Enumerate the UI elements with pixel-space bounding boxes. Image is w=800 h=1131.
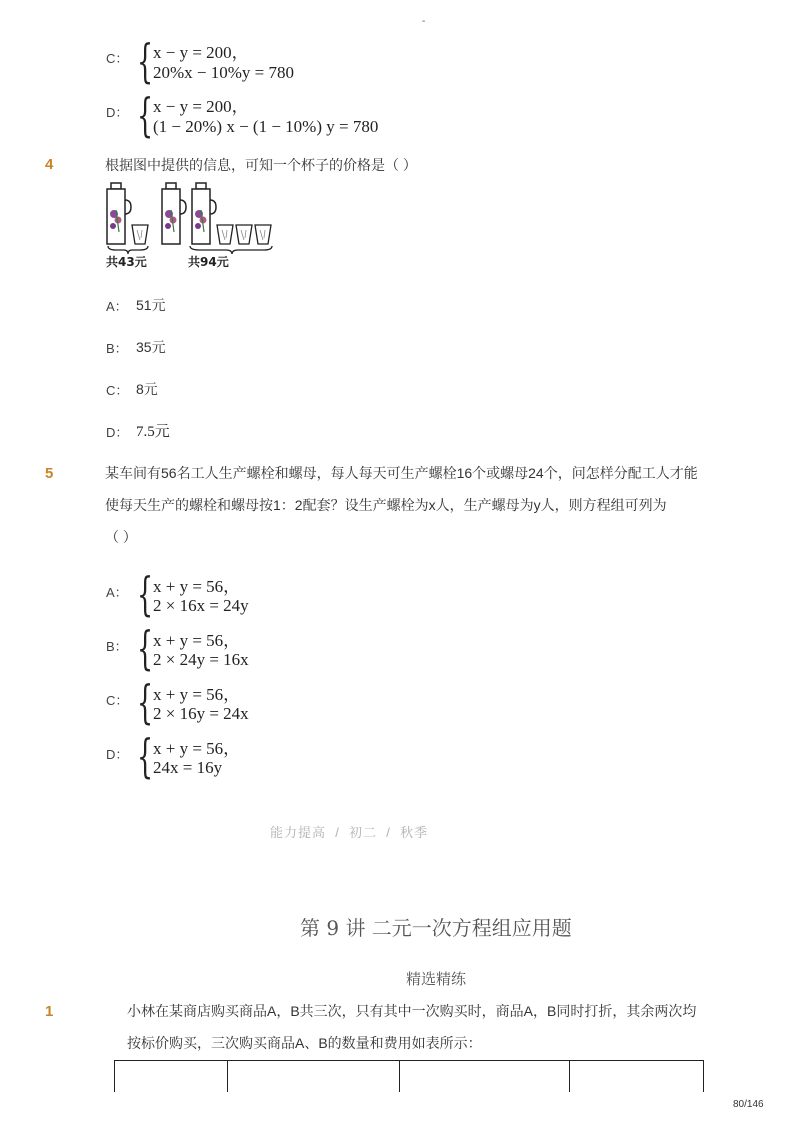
question-5-number: 5	[45, 465, 54, 482]
q4-option-a-text: 51元	[136, 297, 166, 313]
section-title: 精选精练	[406, 970, 467, 988]
q5-option-d-line1: x + y = 56，	[153, 739, 241, 758]
q5-option-a-line1: x + y = 56，	[153, 577, 241, 596]
data-table	[114, 1060, 704, 1092]
figure-label-left: 共43元	[106, 255, 147, 269]
prev-option-c-label: C：	[106, 51, 129, 66]
q5-option-c-line1: x + y = 56，	[153, 685, 241, 704]
header-tick: -	[422, 16, 426, 27]
q4-option-b-text: 35元	[136, 339, 166, 355]
thermos-icon	[192, 183, 216, 244]
brace-icon: {	[137, 675, 154, 729]
question-5-stem-line3: （ ）	[105, 529, 137, 545]
brace-icon: {	[137, 34, 154, 88]
brace-icon: {	[137, 88, 154, 142]
thermos-icon	[107, 183, 131, 244]
prev-option-c-line2: 20%x − 10%y = 780	[153, 63, 294, 82]
cup-icon	[132, 225, 148, 244]
brace-icon: {	[137, 729, 154, 783]
question-4-stem: 根据图中提供的信息，可知一个杯子的价格是（ ）	[105, 157, 417, 173]
q5-option-b-label: B：	[106, 639, 128, 654]
left-brace	[108, 246, 148, 254]
figure-label-right: 共94元	[188, 255, 229, 269]
q4-option-d-text: 7.5元	[136, 424, 170, 440]
q5-option-b-line1: x + y = 56，	[153, 631, 241, 650]
cup-icon	[236, 225, 252, 244]
q5-option-d-line2: 24x = 16y	[153, 758, 223, 777]
next-question-line2: 按标价购买，三次购买商品A、B的数量和费用如表所示：	[127, 1035, 482, 1051]
table-cell	[569, 1061, 703, 1093]
table-cell	[115, 1061, 228, 1093]
question-5-stem-line2: 使每天生产的螺栓和螺母按1：2配套？设生产螺栓为x人，生产螺母为y人，则方程组可列为	[105, 497, 667, 513]
brace-icon: {	[137, 567, 154, 621]
q4-option-c-text: 8元	[136, 381, 158, 397]
next-question-number: 1	[45, 1003, 54, 1020]
q5-option-a-label: A：	[106, 585, 128, 600]
q5-option-a-line2: 2 × 16x = 24y	[153, 596, 249, 615]
table-cell	[228, 1061, 399, 1093]
page-number: 80/146	[733, 1099, 764, 1110]
question-4-number: 4	[45, 156, 54, 173]
q4-option-c-label: C：	[106, 383, 129, 398]
page-footer-note: 能力提高 / 初二 / 秋季	[270, 825, 429, 840]
q5-option-c-label: C：	[106, 693, 129, 708]
thermos-icon	[162, 183, 186, 244]
thermos-cups-figure	[104, 180, 276, 270]
q5-option-c-line2: 2 × 16y = 24x	[153, 704, 249, 723]
right-brace	[190, 246, 272, 254]
prev-option-d-label: D：	[106, 105, 129, 120]
question-5-stem-line1: 某车间有56名工人生产螺栓和螺母，每人每天可生产螺栓16个或螺母24个，问怎样分配工人才能	[105, 465, 698, 481]
cup-icon	[217, 225, 233, 244]
chapter-title: 第 9 讲 二元一次方程组应用题	[300, 916, 572, 940]
q5-option-b-line2: 2 × 24y = 16x	[153, 650, 249, 669]
q4-option-b-label: B：	[106, 341, 128, 356]
q5-option-d-label: D：	[106, 747, 129, 762]
prev-option-c-line1: x − y = 200，	[153, 43, 249, 62]
q4-option-d-label: D：	[106, 425, 129, 440]
brace-icon: {	[137, 621, 154, 675]
cup-icon	[255, 225, 271, 244]
prev-option-d-line2: (1 − 20%) x − (1 − 10%) y = 780	[153, 117, 379, 136]
next-question-line1: 小林在某商店购买商品A，B共三次，只有其中一次购买时，商品A，B同时打折，其余两次均	[127, 1003, 697, 1019]
table-cell	[399, 1061, 569, 1093]
prev-option-d-line1: x − y = 200，	[153, 97, 249, 116]
q4-option-a-label: A：	[106, 299, 128, 314]
